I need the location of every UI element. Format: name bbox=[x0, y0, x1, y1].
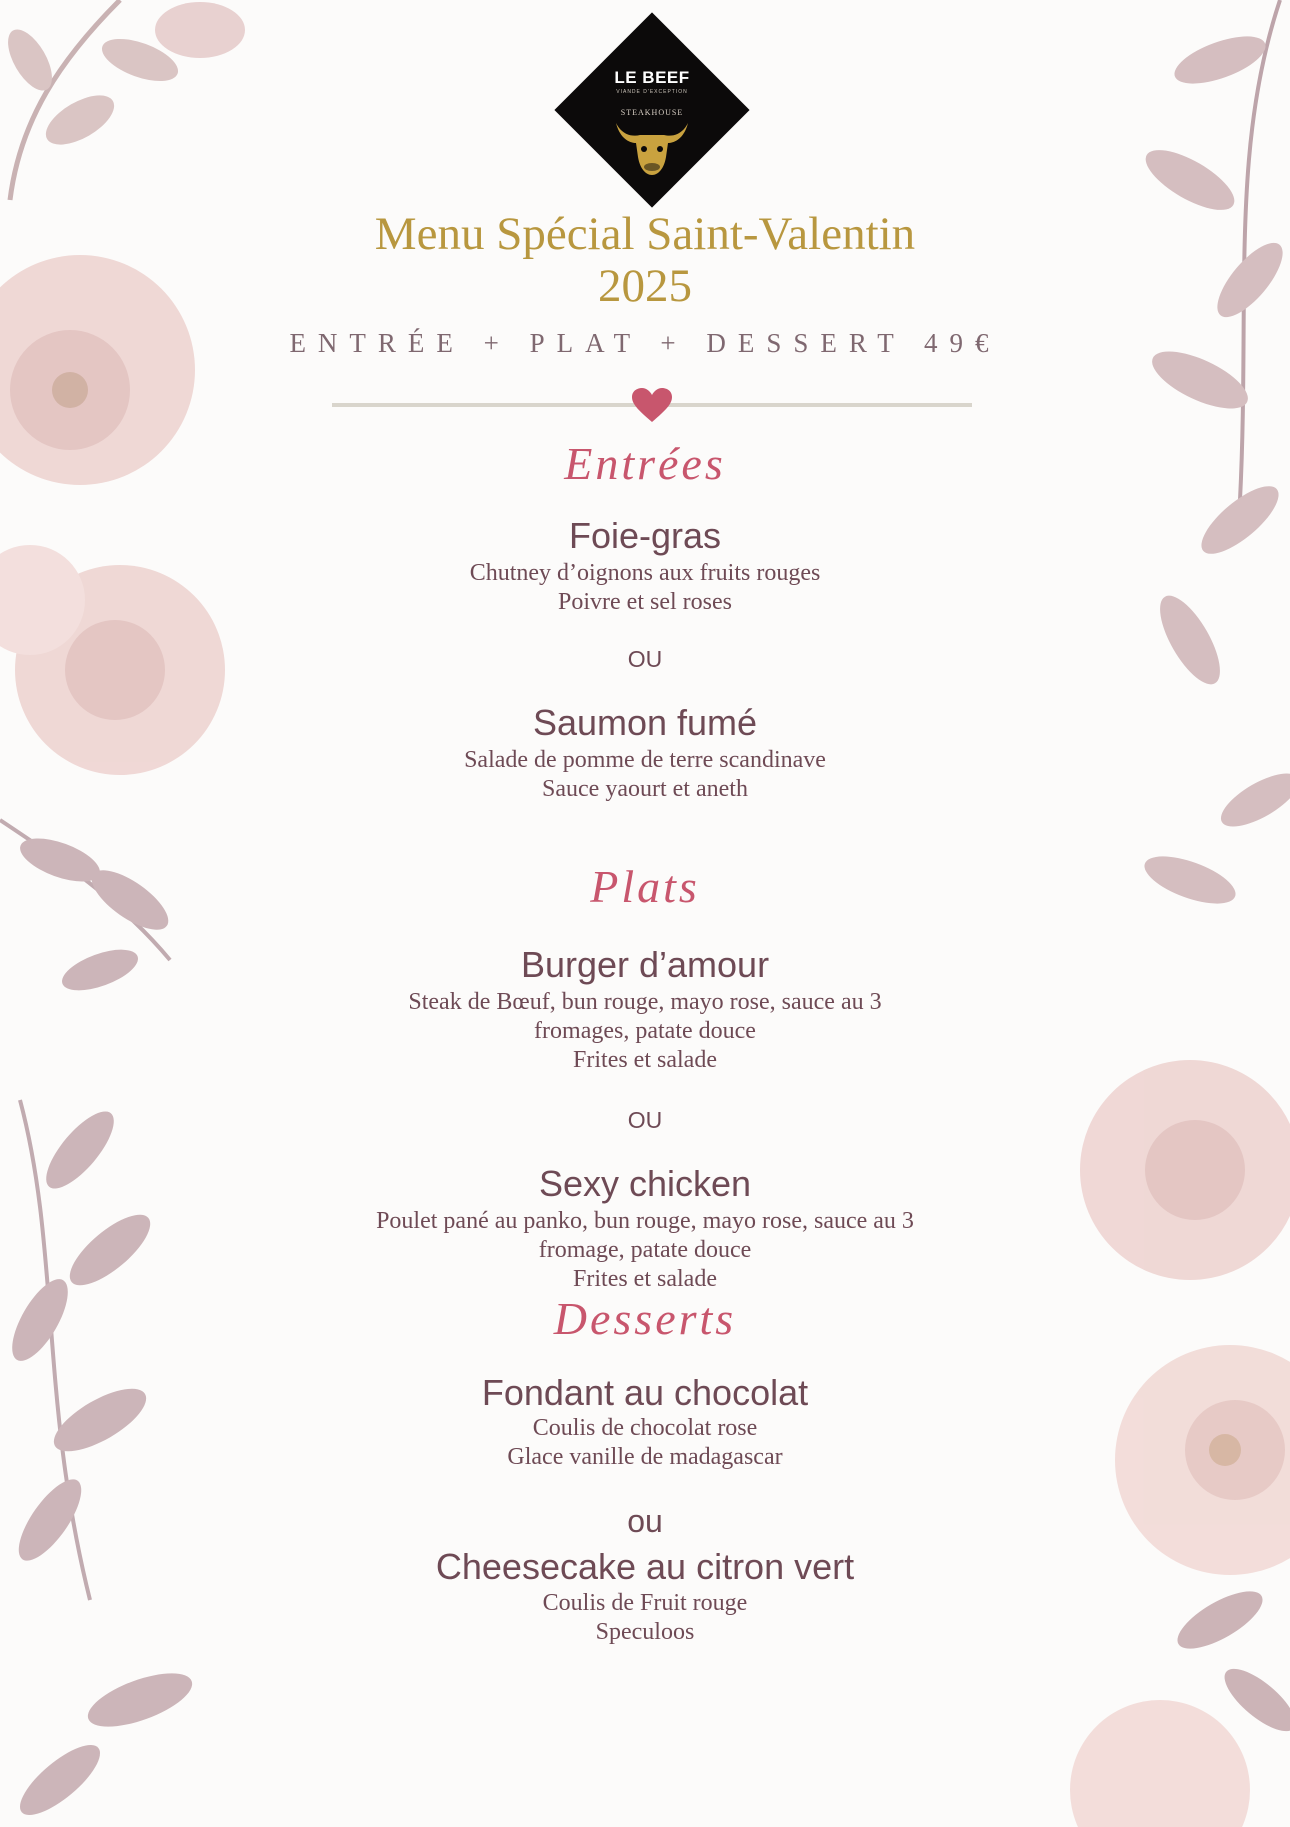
dish-description-line: fromages, patate douce bbox=[534, 1018, 756, 1044]
section-title-plats: Plats bbox=[590, 861, 700, 912]
logo-subtitle: STEAKHOUSE bbox=[620, 108, 684, 117]
dish-name-burger-amour: Burger d’amour bbox=[520, 944, 770, 985]
dish-description-line: Poivre et sel roses bbox=[558, 589, 732, 615]
restaurant-logo bbox=[555, 13, 749, 207]
dish-description-line: Glace vanille de madagascar bbox=[507, 1444, 783, 1470]
dish-description-fondant-chocolat bbox=[245, 1414, 1045, 1472]
bull-head-icon bbox=[612, 117, 692, 177]
dish-description-line: Coulis de chocolat rose bbox=[532, 1415, 758, 1441]
dish-description-foie-gras bbox=[245, 559, 1045, 617]
section-title-desserts: Desserts bbox=[553, 1293, 737, 1344]
logo-brand-text: LE BEEF bbox=[614, 68, 690, 87]
dish-description-burger-amour bbox=[245, 988, 1045, 1075]
section-title-entrees: Entrées bbox=[564, 438, 726, 489]
or-separator: OU bbox=[627, 646, 663, 672]
dish-name-sexy-chicken: Sexy chicken bbox=[538, 1163, 752, 1204]
dish-description-line: Steak de Bœuf, bun rouge, mayo rose, sauce au 3 bbox=[408, 989, 882, 1015]
dish-description-line: Speculoos bbox=[595, 1619, 695, 1645]
dish-description-line: Sauce yaourt et aneth bbox=[542, 776, 748, 802]
dish-description-sexy-chicken bbox=[245, 1207, 1045, 1294]
dish-name-cheesecake: Cheesecake au citron vert bbox=[435, 1546, 855, 1587]
or-separator: ou bbox=[627, 1503, 663, 1539]
dish-description-cheesecake bbox=[245, 1589, 1045, 1647]
dish-description-saumon-fume bbox=[245, 746, 1045, 804]
menu-formula-price: ENTRÉE + PLAT + DESSERT 49€ bbox=[289, 328, 1001, 358]
dish-description-line: Salade de pomme de terre scandinave bbox=[464, 747, 826, 773]
heart-icon bbox=[632, 388, 672, 424]
or-separator: OU bbox=[627, 1107, 663, 1133]
dish-description-line: Frites et salade bbox=[573, 1266, 717, 1292]
menu-title: Menu Spécial Saint-Valentin bbox=[374, 208, 916, 260]
dish-description-line: Poulet pané au panko, bun rouge, mayo rose, sauce au 3 bbox=[376, 1208, 914, 1234]
dish-name-foie-gras: Foie-gras bbox=[568, 515, 722, 556]
logo-tagline: VIANDE D'EXCEPTION bbox=[616, 89, 688, 95]
dish-description-line: Coulis de Fruit rouge bbox=[542, 1590, 748, 1616]
dish-name-fondant-chocolat: Fondant au chocolat bbox=[481, 1372, 809, 1413]
menu-year: 2025 bbox=[598, 260, 692, 312]
dish-name-saumon-fume: Saumon fumé bbox=[532, 702, 758, 743]
dish-description-line: fromage, patate douce bbox=[538, 1237, 752, 1263]
dish-description-line: Chutney d’oignons aux fruits rouges bbox=[469, 560, 821, 586]
dish-description-line: Frites et salade bbox=[573, 1047, 717, 1073]
